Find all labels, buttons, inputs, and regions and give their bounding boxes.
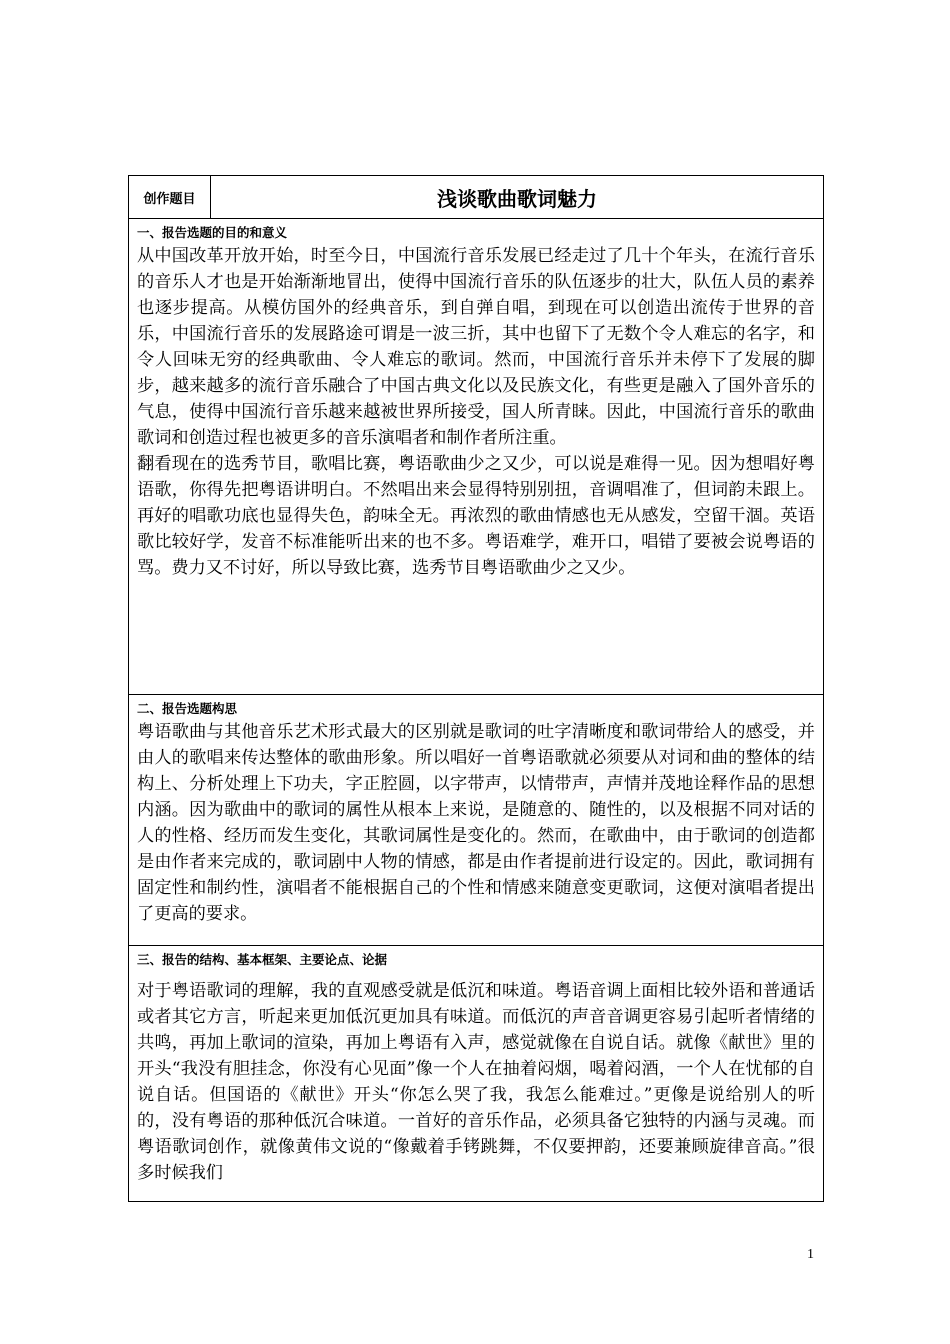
section-row-concept (129, 695, 824, 946)
section-purpose (129, 219, 824, 695)
section-paragraph: 从中国改革开放开始，时至今日，中国流行音乐发展已经走过了几十个年头，在流行音乐的音乐人才也是开始渐渐地冒出，使得中国流行音乐的队伍逐步的壮大，队伍人员的素养也逐步提高。从模仿国外的经典音乐，到自弹自唱，到现在可以创造出流传于世界的音乐，中国流行音乐的发展路途可谓是一波三折，其中也留下了无数个令人难忘的名字，和令人回味无穷的经典歌曲、令人难忘的歌词。然而，中国流行音乐并未停下了发展的脚步，越来越多的流行音乐融合了中国古典文化以及民族文化，有些更是融入了国外音乐的气息，使得中国流行音乐越来越被世界所接受，国人所青睐。因此，中国流行音乐的歌曲歌词和创造过程也被更多的音乐演唱者和制作者所注重。 (137, 246, 815, 448)
section-heading: 三、报告的结构、基本框架、主要论点、论据 (137, 952, 388, 967)
section-paragraph: 粤语歌曲与其他音乐艺术形式最大的区别就是歌词的吐字清晰度和歌词带给人的感受，并由人的歌唱来传达整体的歌曲形象。所以唱好一首粤语歌就必须要从对词和曲的整体的结构上、分析处理上下功夫，字正腔圆，以字带声，以情带声，声情并茂地诠释作品的思想内涵。因为歌曲中的歌词的属性从根本上来说，是随意的、随性的，以及根据不同对话的人的性格、经历而发生变化，其歌词属性是变化的。然而，在歌曲中，由于歌词的创造都是由作者来完成的，歌词剧中人物的情感，都是由作者提前进行设定的。因此，歌词拥有固定性和制约性，演唱者不能根据自己的个性和情感来随意变更歌词，这便对演唱者提出了更高的要求。 (137, 722, 815, 924)
section-heading: 一、报告选题的目的和意义 (137, 225, 288, 240)
section-structure (129, 946, 824, 1202)
title-row (129, 176, 824, 219)
section-heading: 二、报告选题构思 (137, 701, 238, 716)
page-number: 1 (807, 1247, 814, 1262)
report-title: 浅谈歌曲歌词魅力 (211, 176, 824, 219)
section-paragraph: 对于粤语歌词的理解，我的直观感受就是低沉和味道。粤语音调上面相比较外语和普通话或者其它方言，听起来更加低沉更加具有味道。而低沉的声音音调更容易引起听者情绪的共鸣，再加上歌词的渲染，再加上粤语有入声，感觉就像在自说自话。就像《献世》里的开头“我没有胆挂念，你没有心见面”像一个人在抽着闷烟，喝着闷酒，一个人在忧郁的自说自话。但国语的《献世》开头“你怎么哭了我，我怎么能难过。”更像是说给别人的听的，没有粤语的那种低沉合味道。一首好的音乐作品，必须具备它独特的内涵与灵魂。而粤语歌词创作，就像黄伟文说的“像戴着手铐跳舞，不仅要押韵，还要兼顾旋律音高。”很多时候我们 (137, 981, 815, 1183)
section-paragraph: 翻看现在的选秀节目，歌唱比赛，粤语歌曲少之又少，可以说是难得一见。因为想唱好粤语歌，你得先把粤语讲明白。不然唱出来会显得特别别扭，音调唱准了，但词韵未跟上。再好的唱歌功底也显得失色，韵味全无。再浓烈的歌曲情感也无从感发，空留干涸。英语歌比较好学，发音不标准能听出来的也不多。粤语难学，难开口，唱错了要被会说粤语的骂。费力又不讨好，所以导致比赛，选秀节目粤语歌曲少之又少。 (137, 454, 815, 578)
section-row-purpose (129, 219, 824, 695)
report-table (128, 175, 824, 1202)
title-label: 创作题目 (129, 176, 211, 219)
section-row-structure (129, 946, 824, 1202)
section-concept (129, 695, 824, 946)
